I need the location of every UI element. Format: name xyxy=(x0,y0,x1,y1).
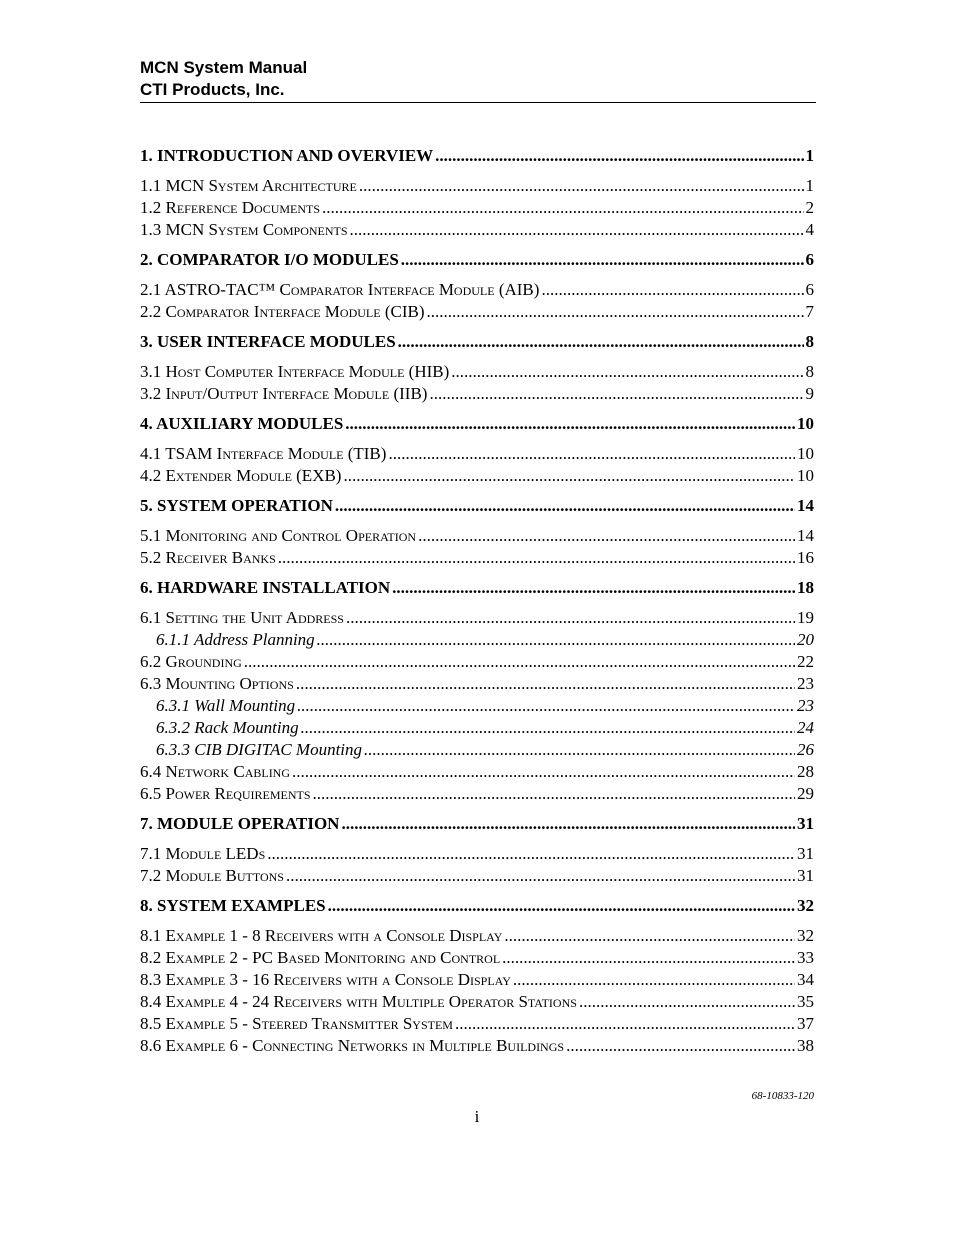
toc-entry-title: 8.5 Example 5 - Steered Transmitter System xyxy=(140,1014,453,1033)
toc-page-number: 23 xyxy=(797,674,814,693)
toc-entry-title: 7.2 Module Buttons xyxy=(140,866,284,885)
toc-page-number: 7 xyxy=(805,302,814,321)
toc-chapter-number: 3. xyxy=(140,332,153,351)
toc-entry-title: 6.3.3 CIB DIGITAC Mounting xyxy=(156,740,363,759)
toc-section xyxy=(140,576,814,805)
toc-entry-title: 1.1 MCN System Architecture xyxy=(140,176,357,195)
toc-entry-title: 6.4 Network Cabling xyxy=(140,762,291,781)
toc-entry-title: 1.2 Reference Documents xyxy=(140,198,321,217)
toc-section-entry[interactable] xyxy=(140,279,814,301)
toc-entry-title: 4.1 TSAM Interface Module (TIB) xyxy=(140,444,387,463)
dot-leader xyxy=(301,717,795,739)
dot-leader xyxy=(398,330,804,353)
toc-page-number: 26 xyxy=(797,740,814,759)
toc-section-entry[interactable] xyxy=(140,673,814,695)
toc-entry-title: 6.3 Mounting Options xyxy=(140,674,294,693)
toc-page-number: 1 xyxy=(805,146,814,165)
toc-page-number: 14 xyxy=(797,496,814,515)
toc-section-entry[interactable] xyxy=(140,783,814,805)
toc-page-number: 28 xyxy=(797,762,814,781)
toc-section-entry[interactable] xyxy=(140,651,814,673)
toc-section-entry[interactable] xyxy=(140,443,814,465)
dot-leader xyxy=(401,248,804,271)
dot-leader xyxy=(313,783,795,805)
toc-entry-title: 3.1 Host Computer Interface Module (HIB) xyxy=(140,362,450,381)
dot-leader xyxy=(418,525,795,547)
toc-page-number: 6 xyxy=(805,250,814,269)
toc-section-entry[interactable] xyxy=(140,991,814,1013)
toc-chapter-title xyxy=(140,494,333,517)
dot-leader xyxy=(346,607,795,629)
toc-chapter-title xyxy=(140,812,339,835)
page-header xyxy=(140,57,816,101)
toc-chapter-name: USER INTERFACE MODULES xyxy=(157,332,396,351)
dot-leader xyxy=(451,361,803,383)
toc-page-number: 16 xyxy=(797,548,814,567)
dot-leader xyxy=(335,494,795,517)
dot-leader xyxy=(392,576,795,599)
toc-entry-title: 6.5 Power Requirements xyxy=(140,784,311,803)
header-divider xyxy=(140,102,816,103)
toc-section-entry[interactable] xyxy=(140,865,814,887)
toc-section xyxy=(140,894,814,1057)
toc-section-entry[interactable] xyxy=(140,465,814,487)
toc-section-entry[interactable] xyxy=(140,547,814,569)
toc-chapter-entry[interactable] xyxy=(140,412,814,435)
header-company: CTI Products, Inc. xyxy=(140,80,285,99)
toc-chapter-number: 2. xyxy=(140,250,153,269)
toc-page-number: 4 xyxy=(805,220,814,239)
dot-leader xyxy=(388,443,795,465)
toc-section xyxy=(140,812,814,887)
dot-leader xyxy=(566,1035,795,1057)
toc-subsection-entry[interactable] xyxy=(140,629,814,651)
toc-section-entry[interactable] xyxy=(140,925,814,947)
toc-section-entry[interactable] xyxy=(140,947,814,969)
toc-section-entry[interactable] xyxy=(140,361,814,383)
toc-page-number: 10 xyxy=(797,466,814,485)
table-of-contents xyxy=(140,144,814,1064)
page-number: i xyxy=(474,1107,480,1126)
toc-page-number: 23 xyxy=(797,696,814,715)
toc-subsection-entry[interactable] xyxy=(140,717,814,739)
toc-entry-title: 8.1 Example 1 - 8 Receivers with a Console Display xyxy=(140,926,503,945)
toc-chapter-title xyxy=(140,412,343,435)
toc-chapter-name: SYSTEM OPERATION xyxy=(157,496,333,515)
toc-entry-title: 8.2 Example 2 - PC Based Monitoring and Control xyxy=(140,948,501,967)
toc-entry-title: 5.1 Monitoring and Control Operation xyxy=(140,526,417,545)
header-manual-title: MCN System Manual xyxy=(140,58,308,77)
toc-page-number: 2 xyxy=(805,198,814,217)
toc-subsection-entry[interactable] xyxy=(140,695,814,717)
dot-leader xyxy=(286,865,795,887)
dot-leader xyxy=(427,301,804,323)
toc-entry-title: 6.1.1 Address Planning xyxy=(156,630,315,649)
toc-chapter-title xyxy=(140,576,390,599)
toc-chapter-name: INTRODUCTION AND OVERVIEW xyxy=(157,146,434,165)
toc-page-number: 22 xyxy=(797,652,814,671)
toc-page-number: 24 xyxy=(797,718,814,737)
toc-page-number: 1 xyxy=(805,176,814,195)
toc-chapter-entry[interactable] xyxy=(140,812,814,835)
dot-leader xyxy=(455,1013,795,1035)
dot-leader xyxy=(267,843,795,865)
toc-section-entry[interactable] xyxy=(140,175,814,197)
toc-section-entry[interactable] xyxy=(140,525,814,547)
toc-chapter-name: COMPARATOR I/O MODULES xyxy=(157,250,399,269)
dot-leader xyxy=(278,547,795,569)
toc-section-entry[interactable] xyxy=(140,383,814,405)
toc-section xyxy=(140,494,814,569)
toc-chapter-name: SYSTEM EXAMPLES xyxy=(157,896,326,915)
toc-page-number: 20 xyxy=(797,630,814,649)
toc-entry-title: 8.4 Example 4 - 24 Receivers with Multiple Operator Stations xyxy=(140,992,577,1011)
dot-leader xyxy=(429,383,803,405)
toc-page-number: 32 xyxy=(797,896,814,915)
toc-page-number: 14 xyxy=(797,526,814,545)
toc-section-entry[interactable] xyxy=(140,1035,814,1057)
toc-page-number: 6 xyxy=(805,280,814,299)
toc-page-number: 31 xyxy=(797,814,814,833)
toc-page-number: 34 xyxy=(797,970,814,989)
dot-leader xyxy=(435,144,803,167)
toc-chapter-entry[interactable] xyxy=(140,494,814,517)
toc-entry-title: 2.1 ASTRO-TAC™ Comparator Interface Module (AIB) xyxy=(140,280,540,299)
toc-chapter-number: 1. xyxy=(140,146,153,165)
toc-chapter-name: HARDWARE INSTALLATION xyxy=(157,578,391,597)
dot-leader xyxy=(350,219,804,241)
toc-entry-title: 2.2 Comparator Interface Module (CIB) xyxy=(140,302,425,321)
toc-chapter-number: 7. xyxy=(140,814,153,833)
toc-entry-title: 8.3 Example 3 - 16 Receivers with a Console Display xyxy=(140,970,511,989)
dot-leader xyxy=(513,969,795,991)
dot-leader xyxy=(322,197,803,219)
toc-page-number: 18 xyxy=(797,578,814,597)
toc-chapter-number: 4. xyxy=(140,414,153,433)
dot-leader xyxy=(343,465,795,487)
toc-page-number: 31 xyxy=(797,866,814,885)
toc-entry-title: 6.3.2 Rack Mounting xyxy=(156,718,299,737)
dot-leader xyxy=(317,629,795,651)
toc-page-number: 29 xyxy=(797,784,814,803)
toc-chapter-title xyxy=(140,144,433,167)
toc-section xyxy=(140,248,814,323)
toc-chapter-entry[interactable] xyxy=(140,144,814,167)
dot-leader xyxy=(292,761,795,783)
toc-page-number: 10 xyxy=(797,414,814,433)
dot-leader xyxy=(504,925,795,947)
toc-page-number: 19 xyxy=(797,608,814,627)
toc-chapter-name: AUXILIARY MODULES xyxy=(156,414,344,433)
toc-page-number: 33 xyxy=(797,948,814,967)
toc-entry-title: 6.2 Grounding xyxy=(140,652,242,671)
toc-page-number: 31 xyxy=(797,844,814,863)
dot-leader xyxy=(364,739,795,761)
toc-section-entry[interactable] xyxy=(140,219,814,241)
dot-leader xyxy=(359,175,804,197)
dot-leader xyxy=(345,412,795,435)
toc-section xyxy=(140,330,814,405)
toc-entry-title: 6.3.1 Wall Mounting xyxy=(156,696,296,715)
toc-page-number: 38 xyxy=(797,1036,814,1055)
toc-entry-title: 4.2 Extender Module (EXB) xyxy=(140,466,342,485)
dot-leader xyxy=(296,673,795,695)
toc-section-entry[interactable] xyxy=(140,843,814,865)
toc-entry-title: 3.2 Input/Output Interface Module (IIB) xyxy=(140,384,428,403)
document-code: 68-10833-120 xyxy=(751,1090,814,1102)
toc-chapter-entry[interactable] xyxy=(140,248,814,271)
toc-chapter-entry[interactable] xyxy=(140,894,814,917)
toc-chapter-name: MODULE OPERATION xyxy=(157,814,340,833)
toc-page-number: 10 xyxy=(797,444,814,463)
toc-section-entry[interactable] xyxy=(140,197,814,219)
toc-subsection-entry[interactable] xyxy=(140,739,814,761)
toc-entry-title: 5.2 Receiver Banks xyxy=(140,548,276,567)
toc-section-entry[interactable] xyxy=(140,607,814,629)
toc-chapter-entry[interactable] xyxy=(140,576,814,599)
toc-entry-title: 6.1 Setting the Unit Address xyxy=(140,608,344,627)
dot-leader xyxy=(579,991,795,1013)
toc-chapter-number: 6. xyxy=(140,578,153,597)
toc-page-number: 8 xyxy=(805,362,814,381)
toc-page-number: 37 xyxy=(797,1014,814,1033)
dot-leader xyxy=(297,695,795,717)
toc-chapter-number: 8. xyxy=(140,896,153,915)
toc-page-number: 32 xyxy=(797,926,814,945)
toc-entry-title: 7.1 Module LEDs xyxy=(140,844,266,863)
dot-leader xyxy=(244,651,795,673)
toc-chapter-title xyxy=(140,330,396,353)
dot-leader xyxy=(341,812,795,835)
toc-page-number: 35 xyxy=(797,992,814,1011)
dot-leader xyxy=(541,279,803,301)
toc-section-entry[interactable] xyxy=(140,761,814,783)
toc-page-number: 8 xyxy=(805,332,814,351)
toc-chapter-entry[interactable] xyxy=(140,330,814,353)
dot-leader xyxy=(328,894,795,917)
toc-chapter-title xyxy=(140,248,399,271)
toc-chapter-title xyxy=(140,894,326,917)
toc-section xyxy=(140,412,814,487)
toc-section-entry[interactable] xyxy=(140,301,814,323)
dot-leader xyxy=(502,947,795,969)
toc-section-entry[interactable] xyxy=(140,1013,814,1035)
toc-entry-title: 8.6 Example 6 - Connecting Networks in Multiple Buildings xyxy=(140,1036,565,1055)
toc-section xyxy=(140,144,814,241)
toc-section-entry[interactable] xyxy=(140,969,814,991)
toc-page-number: 9 xyxy=(805,384,814,403)
toc-chapter-number: 5. xyxy=(140,496,153,515)
toc-entry-title: 1.3 MCN System Components xyxy=(140,220,348,239)
